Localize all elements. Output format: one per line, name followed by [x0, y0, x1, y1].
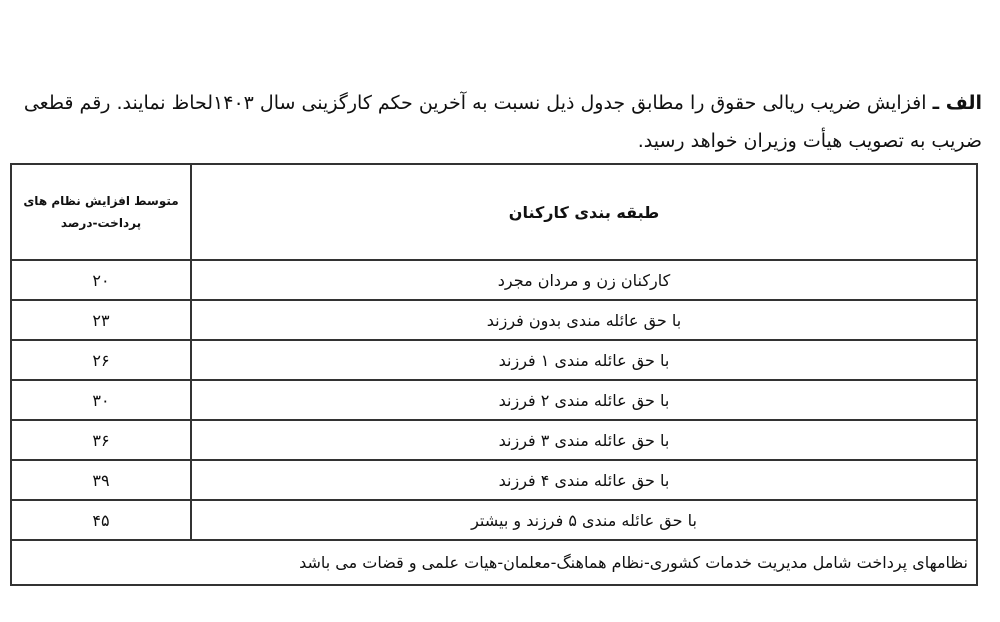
intro-text: افزایش ضریب ریالی حقوق را مطابق جدول ذیل نسبت به آخرین حکم کارگزینی سال ۱۴۰۳لحاظ نمایند. رقم قطعی ضریب به تصویب هیأت وزیران خواهد رسید. [23, 92, 982, 152]
row-percent: ۲۰ [11, 260, 191, 300]
table-row [11, 300, 977, 340]
table-row [11, 340, 977, 380]
row-percent: ۳۶ [11, 420, 191, 460]
table-footer-row [11, 540, 977, 585]
table-footer-note: نظامهای پرداخت شامل مدیریت خدمات کشوری-نظام هماهنگ-معلمان-هیات علمی و قضات می باشد [11, 540, 977, 585]
row-category: با حق عائله مندی ۳ فرزند [191, 420, 977, 460]
row-category: کارکنان زن و مردان مجرد [191, 260, 977, 300]
row-category: با حق عائله مندی بدون فرزند [191, 300, 977, 340]
row-percent: ۳۹ [11, 460, 191, 500]
salary-increase-table [10, 163, 978, 586]
header-percent: متوسط افزایش نظام های پرداخت-درصد [11, 164, 191, 260]
table-row [11, 420, 977, 460]
table-row [11, 460, 977, 500]
table-row [11, 380, 977, 420]
row-percent: ۲۳ [11, 300, 191, 340]
row-percent: ۲۶ [11, 340, 191, 380]
header-category: طبقه بندی کارکنان [191, 164, 977, 260]
row-percent: ۳۰ [11, 380, 191, 420]
intro-paragraph [7, 84, 982, 160]
intro-label: الف ـ [932, 92, 982, 114]
row-category: با حق عائله مندی ۵ فرزند و بیشتر [191, 500, 977, 540]
row-category: با حق عائله مندی ۴ فرزند [191, 460, 977, 500]
row-percent: ۴۵ [11, 500, 191, 540]
row-category: با حق عائله مندی ۲ فرزند [191, 380, 977, 420]
row-category: با حق عائله مندی ۱ فرزند [191, 340, 977, 380]
table-row [11, 500, 977, 540]
table-header-row [11, 164, 977, 260]
table-row [11, 260, 977, 300]
